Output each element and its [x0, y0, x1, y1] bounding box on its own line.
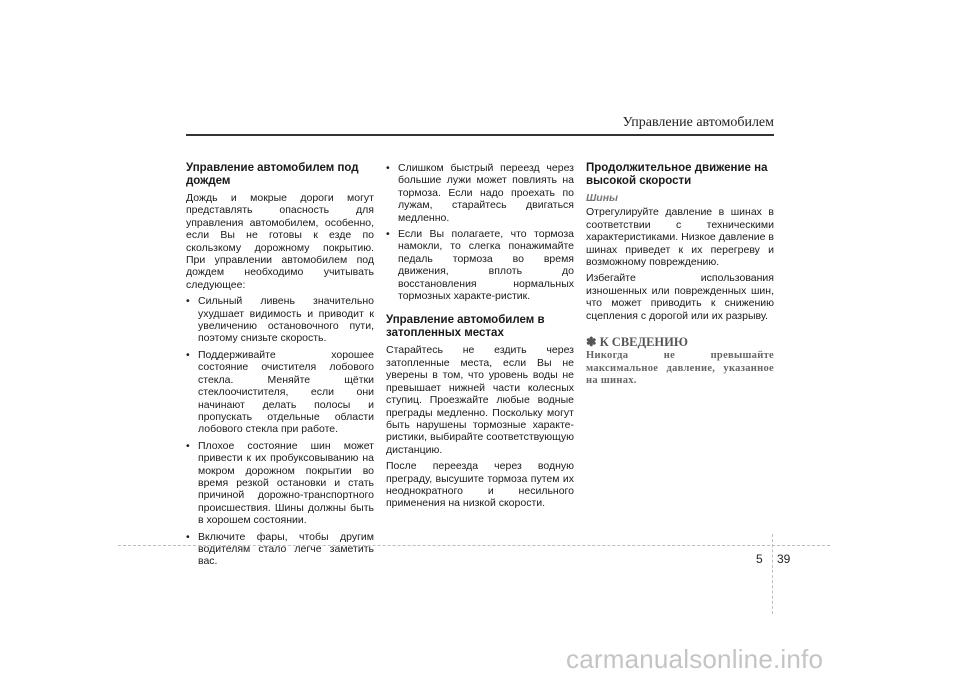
- section-title-flooded: Управление автомобилем в затопленных местах: [386, 314, 545, 340]
- header-rule: [186, 134, 774, 136]
- section-title-highspeed: Продолжительное движение на высокой скорости: [586, 162, 768, 187]
- watermark: carmanualsonline.info: [566, 644, 824, 674]
- bullet-item: • Плохое состояние шин может привести к их пробуксовыванию на мокром дорожном покрытии во время резкой остановки и стать причиной дорожно-транспортного происшествия. Шины должны быть в хорошем состоянии.: [186, 440, 374, 527]
- tires-paragraph: Избегайте использования изношенных или поврежденных шин, что может приводить к снижению сцепления с дорогой или их разрыву.: [586, 272, 774, 322]
- tires-subhead: Шины: [586, 192, 619, 204]
- bullet-item: • Поддерживайте хорошее состояние очистителя лобового стекла. Меняйте щётки стеклоочистителя, если они начинают делать полосы и пропускать отдельные области лобового стекла при работе.: [186, 349, 374, 436]
- bullet-item: • Включите фары, чтобы другим водителям стало легче заметить вас.: [186, 531, 374, 568]
- chapter-number: 5: [756, 552, 763, 566]
- page-number: 39: [777, 552, 791, 566]
- rain-bullets-continued: [386, 162, 574, 302]
- column-1: [186, 162, 374, 572]
- bullet-item: • Слишком быстрый переезд через большие лужи может повлиять на тормоза. Если надо проехать по лужам, старайтесь двигаться медленно.: [386, 162, 574, 224]
- footer-dashed-rule: [118, 545, 830, 546]
- notice-text: Никогда не превышайте максимальное давление, указанное на шинах.: [586, 350, 774, 387]
- column-2: [386, 162, 574, 514]
- flooded-paragraph: Старайтесь не ездить через затопленные места, если Вы не уверены в том, что уровень воды не превышает нижней части колесных ступиц. Проезжайте любые водные преграды медленно. Поскольку могут быть нарушены тормозные характе-ристики, выбирайте соответствующую дистанцию.: [386, 344, 574, 456]
- rain-bullets: [186, 295, 374, 568]
- footer-divider: [772, 534, 773, 614]
- bullet-item: • Сильный ливень значительно ухудшает видимость и приводит к увеличению остановочного пути, поэтому снизьте скорость.: [186, 295, 374, 345]
- section-title-rain: Управление автомобилем под дождем: [186, 162, 359, 187]
- notice-title: ✽ К СВЕДЕНИЮ: [586, 335, 688, 350]
- tires-paragraph: Отрегулируйте давление в шинах в соответствии с техническими характеристиками. Низкое давление в шинах приведет к их перегреву и возможному повреждению.: [586, 206, 774, 269]
- running-header: Управление автомобилем: [622, 115, 774, 130]
- flooded-paragraph: После переезда через водную преграду, высушите тормоза путем их неоднократного и несильного применения на низкой скорости.: [386, 460, 574, 510]
- bullet-item: • Если Вы полагаете, что тормоза намокли, то слегка понажимайте педаль тормоза во время движения, вплоть до восстановления нормальных тормозных характе-ристик.: [386, 228, 574, 302]
- rain-intro: Дождь и мокрые дороги могут представлять опасность для управления автомобилем, особенно, если Вы не готовы к езде по скользкому дорожному покрытию. При управлении автомобилем под дождем необходимо учитывать следующее:: [186, 192, 374, 291]
- column-3: [586, 162, 774, 388]
